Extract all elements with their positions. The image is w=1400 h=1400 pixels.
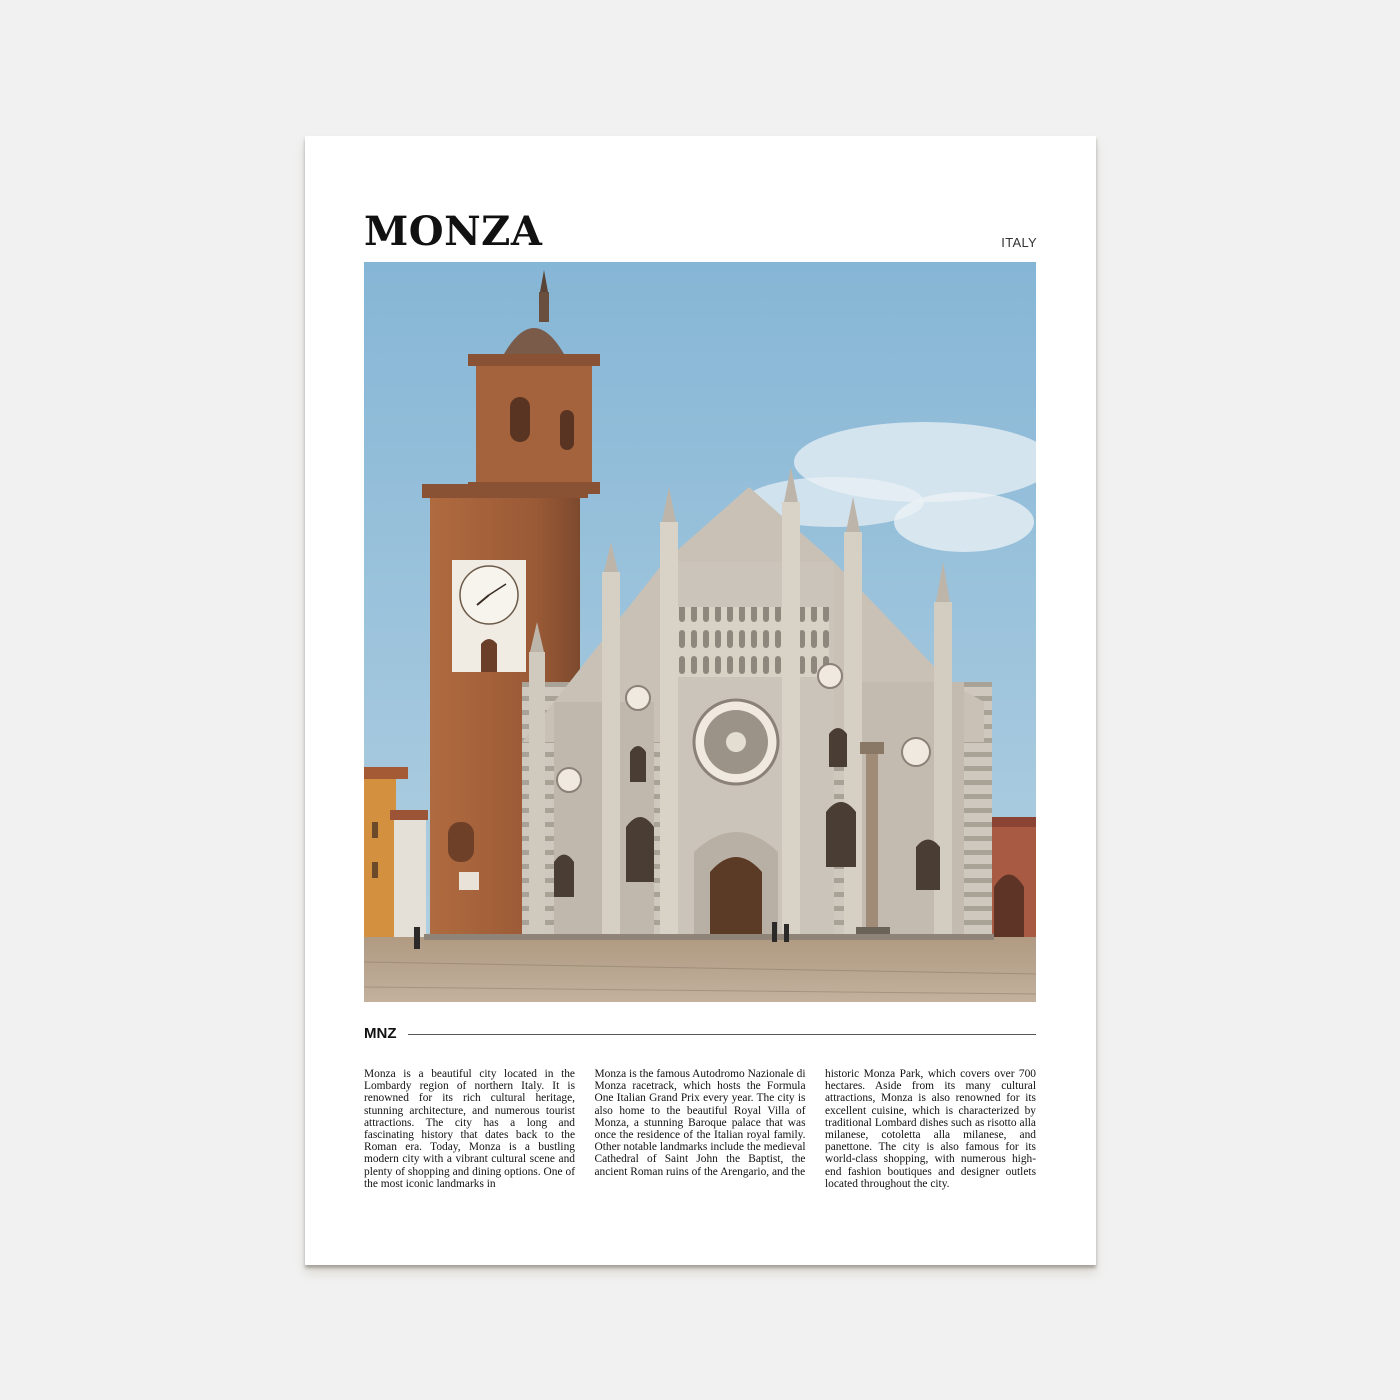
poster	[305, 136, 1096, 1265]
code-row	[364, 1024, 1036, 1044]
description-column-2: Monza is the famous Autodromo Nazionale di Monza racetrack, which hosts the Formula One Italian Grand Prix every year. The city is also home to the beautiful Royal Villa of Monza, a stunning Baroque palace that was once the residence of the Italian royal family. Other notable landmarks include the medieval Cathedral of Saint John the Baptist, the ancient Roman ruins of the Arengario, and the	[594, 1068, 806, 1178]
description-column-3: historic Monza Park, which covers over 700 hectares. Aside from its many cultural attractions, Monza is also renowned for its excellent cuisine, which is characterized by traditional Lombard dishes such as risotto alla milanese, cotoletta alla milanese, and panettone. The city is also famous for its world-class shopping, with numerous high-end fashion boutiques and designer outlets located throughout the city.	[825, 1068, 1036, 1190]
description-column-1: Monza is a beautiful city located in the Lombardy region of northern Italy. It is renowned for its rich cultural heritage, stunning architecture, and numerous tourist attractions. The city has a long and fascinating history that dates back to the Roman era. Today, Monza is a bustling modern city with a vibrant cultural scene and plenty of shopping and dining options. One of the most iconic landmarks in	[364, 1068, 575, 1190]
country-label: ITALY	[1001, 235, 1037, 250]
description-columns	[364, 1068, 1036, 1190]
city-code: MNZ	[364, 1025, 397, 1042]
cathedral-photo	[364, 262, 1036, 1002]
divider-line	[408, 1034, 1036, 1035]
city-title: MONZA	[364, 208, 543, 255]
cathedral-illustration	[364, 262, 1036, 1002]
